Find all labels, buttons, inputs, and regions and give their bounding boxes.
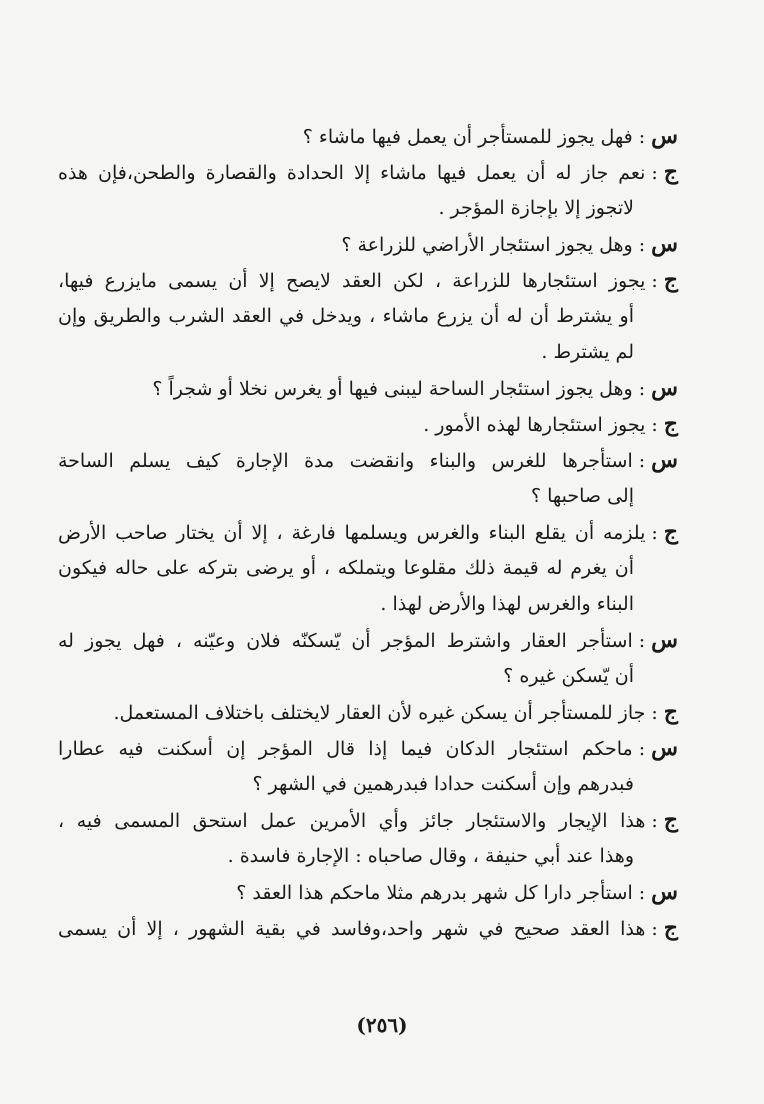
answer-marker: ج	[663, 159, 678, 185]
line-text: يجوز استئجارها لهذه الأمور .	[423, 414, 646, 436]
entry-line	[58, 334, 678, 370]
entry-line: س:ماحكم استئجار الدكان فيما إذا قال المؤجر إن أسكنت فيه عطارا	[58, 735, 678, 761]
entry-line	[58, 298, 678, 334]
question-marker: س	[651, 627, 678, 653]
line-text: جاز للمستأجر أن يسكن غيره لأن العقار لايختلف باختلاف المستعمل.	[113, 702, 646, 724]
entry-line: ج:يجوز استئجارها لهذه الأمور .	[423, 411, 678, 437]
entry-line	[58, 586, 678, 622]
answer-entry	[58, 694, 678, 730]
question-entry	[58, 622, 678, 694]
answer-entry	[58, 514, 678, 622]
line-text: لاتجوز إلا بإجازة المؤجر .	[438, 197, 634, 219]
answer-marker: ج	[663, 519, 678, 545]
entry-line: ج:جاز للمستأجر أن يسكن غيره لأن العقار لايختلف باختلاف المستعمل.	[113, 699, 678, 725]
entry-line: س:استأجر دارا كل شهر بدرهم مثلا ماحكم هذا العقد ؟	[236, 879, 678, 905]
entry-line: ج:هذا العقد صحيح في شهر واحد،وفاسد في بقية الشهور ، إلا أن يسمى	[58, 915, 678, 941]
entry-line	[58, 190, 678, 226]
answer-entry	[58, 262, 678, 370]
entry-line: ج:يجوز استئجارها للزراعة ، لكن العقد لايصح إلا أن يسمى مايزرع فيها،	[58, 267, 678, 293]
page-body	[58, 118, 678, 1058]
line-text: فهل يجوز للمستأجر أن يعمل فيها ماشاء ؟	[302, 126, 633, 148]
entry-line	[58, 478, 678, 514]
question-marker: س	[651, 735, 678, 761]
question-entry	[58, 730, 678, 802]
entry-line: س:استأجر العقار واشترط المؤجر أن يّسكنّه فلان وعيّنه ، فهل يجوز له	[58, 627, 678, 653]
entry-line: س:وهل يجوز استئجار الأراضي للزراعة ؟	[341, 231, 678, 257]
entry-line: س:استأجرها للغرس والبناء وانقضت مدة الإجارة كيف يسلم الساحة	[58, 447, 678, 473]
line-text: نعم جاز له أن يعمل فيها ماشاء إلا الحدادة والقصارة والطحن،فإن هذه	[58, 162, 646, 184]
line-text: يجوز استئجارها للزراعة ، لكن العقد لايصح إلا أن يسمى مايزرع فيها،	[58, 270, 646, 292]
line-text: وهذا عند أبي حنيفة ، وقال صاحباه : الإجارة فاسدة .	[227, 845, 634, 867]
entry-line: ج:يلزمه أن يقلع البناء والغرس ويسلمها فارغة ، إلا أن يختار صاحب الأرض	[58, 519, 678, 545]
answer-marker: ج	[663, 807, 678, 833]
answer-entry	[58, 154, 678, 226]
line-text: لم يشترط .	[541, 341, 634, 363]
line-text: استأجر العقار واشترط المؤجر أن يّسكنّه فلان وعيّنه ، فهل يجوز له	[58, 630, 633, 652]
entry-line: س:فهل يجوز للمستأجر أن يعمل فيها ماشاء ؟	[302, 123, 678, 149]
line-text: وهل يجوز استئجار الأراضي للزراعة ؟	[341, 234, 633, 256]
question-entry	[58, 226, 678, 262]
entry-line: س:وهل يجوز استئجار الساحة ليبنى فيها أو يغرس نخلا أو شجراً ؟	[152, 375, 678, 401]
question-entry	[58, 118, 678, 154]
question-entry	[58, 370, 678, 406]
question-entry	[58, 442, 678, 514]
entry-line	[58, 550, 678, 586]
entry-line	[58, 838, 678, 874]
entry-line: ج:هذا الإيجار والاستئجار جائز وأي الأمرين عمل استحق المسمى فيه ،	[58, 807, 678, 833]
line-text: استأجر دارا كل شهر بدرهم مثلا ماحكم هذا العقد ؟	[236, 882, 633, 904]
page-number: (٢٥٦)	[356, 1013, 408, 1037]
line-text: أو يشترط أن له أن يزرع ماشاء ، ويدخل في العقد الشرب والطريق وإن	[58, 305, 634, 327]
answer-entry	[58, 406, 678, 442]
line-text: هذا العقد صحيح في شهر واحد،وفاسد في بقية الشهور ، إلا أن يسمى	[58, 918, 646, 940]
question-marker: س	[651, 231, 678, 257]
entry-line	[58, 658, 678, 694]
line-text: أن يغرم له قيمة ذلك مقلوعا ويتملكه ، أو يرضى بتركه على حاله فيكون	[58, 557, 634, 579]
question-entry	[58, 874, 678, 910]
line-text: البناء والغرس لهذا والأرض لهذا .	[380, 593, 634, 615]
answer-marker: ج	[663, 699, 678, 725]
question-marker: س	[651, 879, 678, 905]
line-text: هذا الإيجار والاستئجار جائز وأي الأمرين عمل استحق المسمى فيه ،	[58, 810, 646, 832]
answer-marker: ج	[663, 411, 678, 437]
answer-marker: ج	[663, 267, 678, 293]
line-text: استأجرها للغرس والبناء وانقضت مدة الإجارة كيف يسلم الساحة	[58, 450, 633, 472]
line-text: ماحكم استئجار الدكان فيما إذا قال المؤجر إن أسكنت فيه عطارا	[58, 738, 633, 760]
line-text: وهل يجوز استئجار الساحة ليبنى فيها أو يغرس نخلا أو شجراً ؟	[152, 378, 633, 400]
line-text: فبدرهم وإن أسكنت حدادا فبدرهمين في الشهر ؟	[252, 773, 634, 795]
entry-line	[58, 766, 678, 802]
question-marker: س	[651, 375, 678, 401]
answer-marker: ج	[663, 915, 678, 941]
line-text: أن يّسكن غيره ؟	[503, 665, 634, 687]
answer-entry	[58, 802, 678, 874]
line-text: يلزمه أن يقلع البناء والغرس ويسلمها فارغة ، إلا أن يختار صاحب الأرض	[58, 522, 646, 544]
question-marker: س	[651, 123, 678, 149]
entry-line: ج:نعم جاز له أن يعمل فيها ماشاء إلا الحدادة والقصارة والطحن،فإن هذه	[58, 159, 678, 185]
question-marker: س	[651, 447, 678, 473]
line-text: إلى صاحبها ؟	[530, 485, 634, 507]
answer-entry	[58, 910, 678, 946]
